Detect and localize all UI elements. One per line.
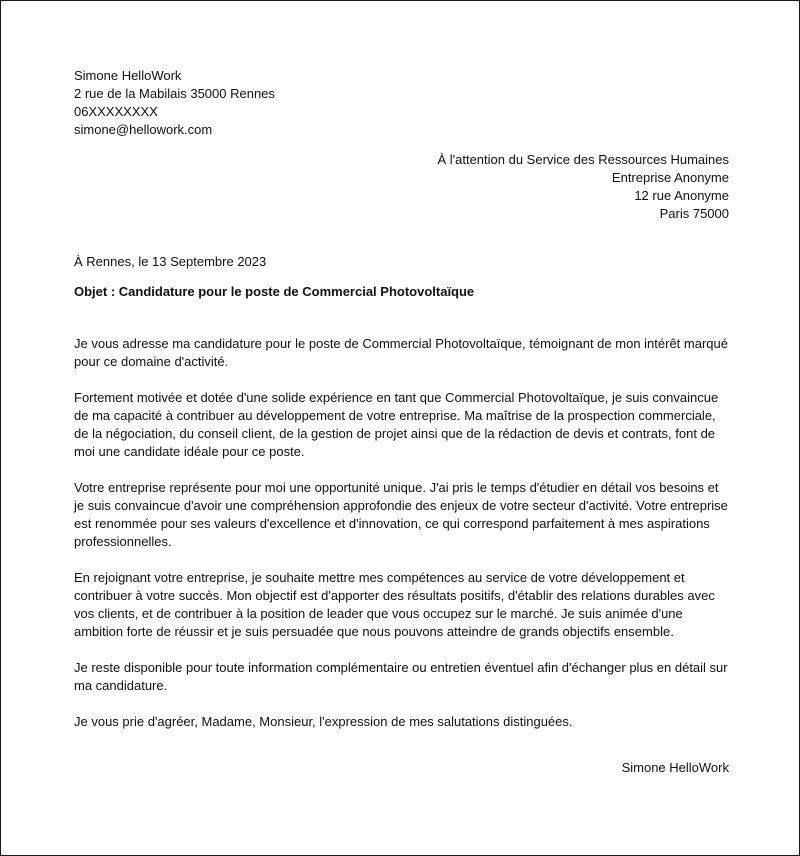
recipient-attention: À l'attention du Service des Ressources Humaines: [437, 152, 729, 167]
sender-address: 2 rue de la Mabilais 35000 Rennes: [74, 86, 275, 101]
date-line: À Rennes, le 13 Septembre 2023: [74, 254, 267, 269]
body-paragraph: En rejoignant votre entreprise, je souhaite mettre mes compétences au service de votre développement et contribuer à votre succès. Mon objectif est d'apporter des résultats positifs, d'établir des relations durables avec vos clients, et de contribuer à la position de leader que vous occupez sur le marché. Je suis animée d'une ambition forte de réussir et je suis persuadée que nous pouvons atteindre de grands objectifs ensemble.: [74, 570, 715, 639]
recipient-block: [74, 151, 729, 223]
recipient-city: Paris 75000: [659, 206, 729, 221]
body-paragraph: Votre entreprise représente pour moi une opportunité unique. J'ai pris le temps d'étudier en détail vos besoins et je suis convaincue d'avoir une compréhension approfondie des enjeux de votre secteur d'activité. Votre entreprise est renommée pour ses valeurs d'excellence et d'innovation, ce qui correspond parfaitement à mes aspirations professionnelles.: [74, 480, 728, 549]
body-paragraph: Je reste disponible pour toute information complémentaire ou entretien éventuel afin d'échanger plus en détail sur ma candidature.: [74, 660, 728, 693]
subject-line: Objet : Candidature pour le poste de Commercial Photovoltaïque: [74, 284, 475, 299]
body-paragraph: Fortement motivée et dotée d'une solide expérience en tant que Commercial Photovoltaïque, je suis convaincue de ma capacité à contribuer au développement de votre entreprise. Ma maîtrise de la prospection commerciale, de la négociation, du conseil client, de la gestion de projet ainsi que de la rédaction de devis et contrats, font de moi une candidate idéale pour ce poste.: [74, 390, 719, 459]
letter-body: [74, 335, 729, 731]
sender-name: Simone HelloWork: [74, 68, 182, 83]
signature: Simone HelloWork: [621, 760, 729, 775]
sender-email: simone@hellowork.com: [74, 122, 213, 137]
closing-paragraph: Je vous prie d'agréer, Madame, Monsieur, l'expression de mes salutations distinguées.: [74, 714, 573, 729]
recipient-company: Entreprise Anonyme: [611, 170, 729, 185]
body-paragraph: Je vous adresse ma candidature pour le poste de Commercial Photovoltaïque, témoignant de mon intérêt marqué pour ce domaine d'activité.: [74, 336, 728, 369]
letter-content: [74, 67, 729, 777]
recipient-street: 12 rue Anonyme: [634, 188, 729, 203]
sender-phone: 06XXXXXXXX: [74, 104, 158, 119]
sender-block: [74, 67, 729, 139]
